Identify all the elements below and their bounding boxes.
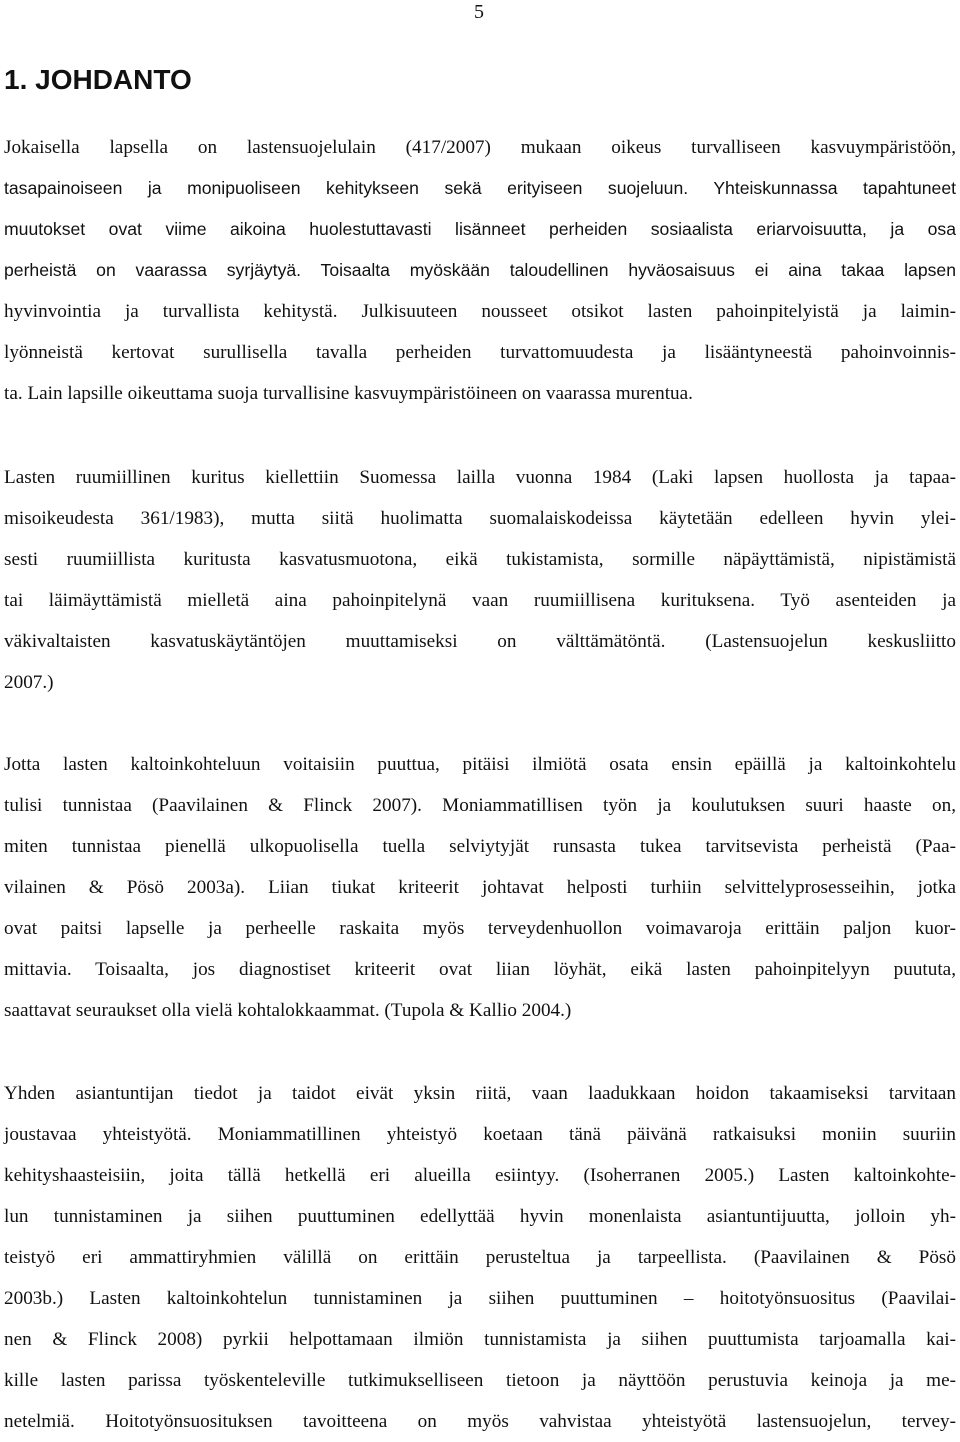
paragraph-line: netelmiä. Hoitotyönsuosituksen tavoitteena on myös vahvistaa yhteistyötä lastensuojelun, tervey- bbox=[4, 1411, 956, 1432]
paragraph-line: tai läimäyttämistä mielletä aina pahoinpitelynä vaan ruumiillisena kurituksena. Työ asenteiden ja bbox=[4, 590, 956, 611]
paragraph-line: sesti ruumiillista kuritusta kasvatusmuotona, eikä tukistamista, sormille näpäyttämistä, nipistämistä bbox=[4, 549, 956, 570]
paragraph-line: ovat paitsi lapselle ja perheelle raskaita myös terveydenhuollon voimavaroja erittäin paljon kuor- bbox=[4, 918, 956, 939]
paragraph-line: Jotta lasten kaltoinkohteluun voitaisiin puuttua, pitäisi ilmiötä osata ensin epäillä ja kaltoinkohtelu bbox=[4, 754, 956, 775]
paragraph-line: Lasten ruumiillinen kuritus kiellettiin Suomessa lailla vuonna 1984 (Laki lapsen huollosta ja tapaa- bbox=[4, 467, 956, 488]
paragraph-line: teistyö eri ammattiryhmien välillä on erittäin perusteltua ja tarpeellista. (Paavilainen & Pösö bbox=[4, 1247, 956, 1268]
paragraph-line: ta. Lain lapsille oikeuttama suoja turvallisine kasvuympäristöineen on vaarassa murentua. bbox=[4, 383, 693, 404]
paragraph-line: misoikeudesta 361/1983), mutta siitä huolimatta suomalaiskodeissa käytetään edelleen hyvin ylei- bbox=[4, 508, 956, 529]
page-number: 5 bbox=[474, 1, 484, 23]
paragraph-line: perheistä on vaarassa syrjäytyä. Toisaalta myöskään taloudellinen hyväosaisuus ei aina takaa lapsen bbox=[4, 260, 956, 280]
paragraph-line: muutokset ovat viime aikoina huolestuttavasti lisänneet perheiden sosiaalista eriarvoisuutta, ja osa bbox=[4, 219, 956, 239]
paragraph-line: kehityshaasteisiin, joita tällä hetkellä eri alueilla esiintyy. (Isoherranen 2005.) Lasten kaltoinkohte- bbox=[4, 1165, 956, 1186]
paragraph-line: tasapainoiseen ja monipuoliseen kehitykseen sekä erityiseen suojeluun. Yhteiskunnassa tapahtuneet bbox=[4, 178, 956, 198]
paragraph-line: miten tunnistaa pienellä ulkopuolisella tuella selviytyjät runsasta tukea tarvitsevista perheistä (Paa- bbox=[4, 836, 956, 857]
paragraph-1 bbox=[4, 127, 956, 414]
paragraph-line: lun tunnistaminen ja siihen puuttuminen edellyttää hyvin monenlaista asiantuntijuutta, jolloin yh- bbox=[4, 1206, 956, 1227]
paragraph-line: mittavia. Toisaalta, jos diagnostiset kriteerit ovat liian löyhät, eikä lasten pahoinpitelyyn puututa, bbox=[4, 959, 956, 980]
paragraph-line: lyönneistä kertovat surullisella tavalla perheiden turvattomuudesta ja lisääntyneestä pahoinvoinnis- bbox=[4, 342, 956, 363]
paragraph-line: 2007.) bbox=[4, 672, 54, 693]
paragraph-line: hyvinvointia ja turvallista kehitystä. Julkisuuteen nousseet otsikot lasten pahoinpitelyistä ja laimin- bbox=[4, 301, 956, 322]
paragraph-line: Yhden asiantuntijan tiedot ja taidot eivät yksin riitä, vaan laadukkaan hoidon takaamiseksi tarvitaan bbox=[4, 1083, 956, 1104]
paragraph-line: väkivaltaisten kasvatuskäytäntöjen muuttamiseksi on välttämätöntä. (Lastensuojelun keskusliitto bbox=[4, 631, 956, 652]
paragraph-line: nen & Flinck 2008) pyrkii helpottamaan ilmiön tunnistamista ja siihen puuttumista tarjoamalla kai- bbox=[4, 1329, 956, 1350]
paragraph-line: saattavat seuraukset olla vielä kohtalokkaammat. (Tupola & Kallio 2004.) bbox=[4, 1000, 572, 1021]
paragraph-3 bbox=[4, 744, 956, 1031]
paragraph-line: vilainen & Pösö 2003a). Liian tiukat kriteerit johtavat helposti turhiin selvittelyprosesseihin, jotka bbox=[4, 877, 956, 898]
paragraph-line: tulisi tunnistaa (Paavilainen & Flinck 2007). Moniammatillisen työn ja koulutuksen suuri haaste on, bbox=[4, 795, 956, 816]
paragraph-2 bbox=[4, 457, 956, 703]
paragraph-line: joustavaa yhteistyötä. Moniammatillinen yhteistyö koetaan tänä päivänä ratkaisuksi moniin suuriin bbox=[4, 1124, 956, 1145]
chapter-heading: 1. JOHDANTO bbox=[4, 64, 192, 95]
paragraph-line: 2003b.) Lasten kaltoinkohtelun tunnistaminen ja siihen puuttuminen – hoitotyönsuositus (Paavilai- bbox=[4, 1288, 956, 1309]
paragraph-line: kille lasten parissa työskenteleville tutkimukselliseen tietoon ja näyttöön perustuvia keinoja ja me- bbox=[4, 1370, 956, 1391]
paragraph-4 bbox=[4, 1073, 956, 1442]
paragraph-line: Jokaisella lapsella on lastensuojelulain (417/2007) mukaan oikeus turvalliseen kasvuympäristöön, bbox=[4, 137, 956, 158]
